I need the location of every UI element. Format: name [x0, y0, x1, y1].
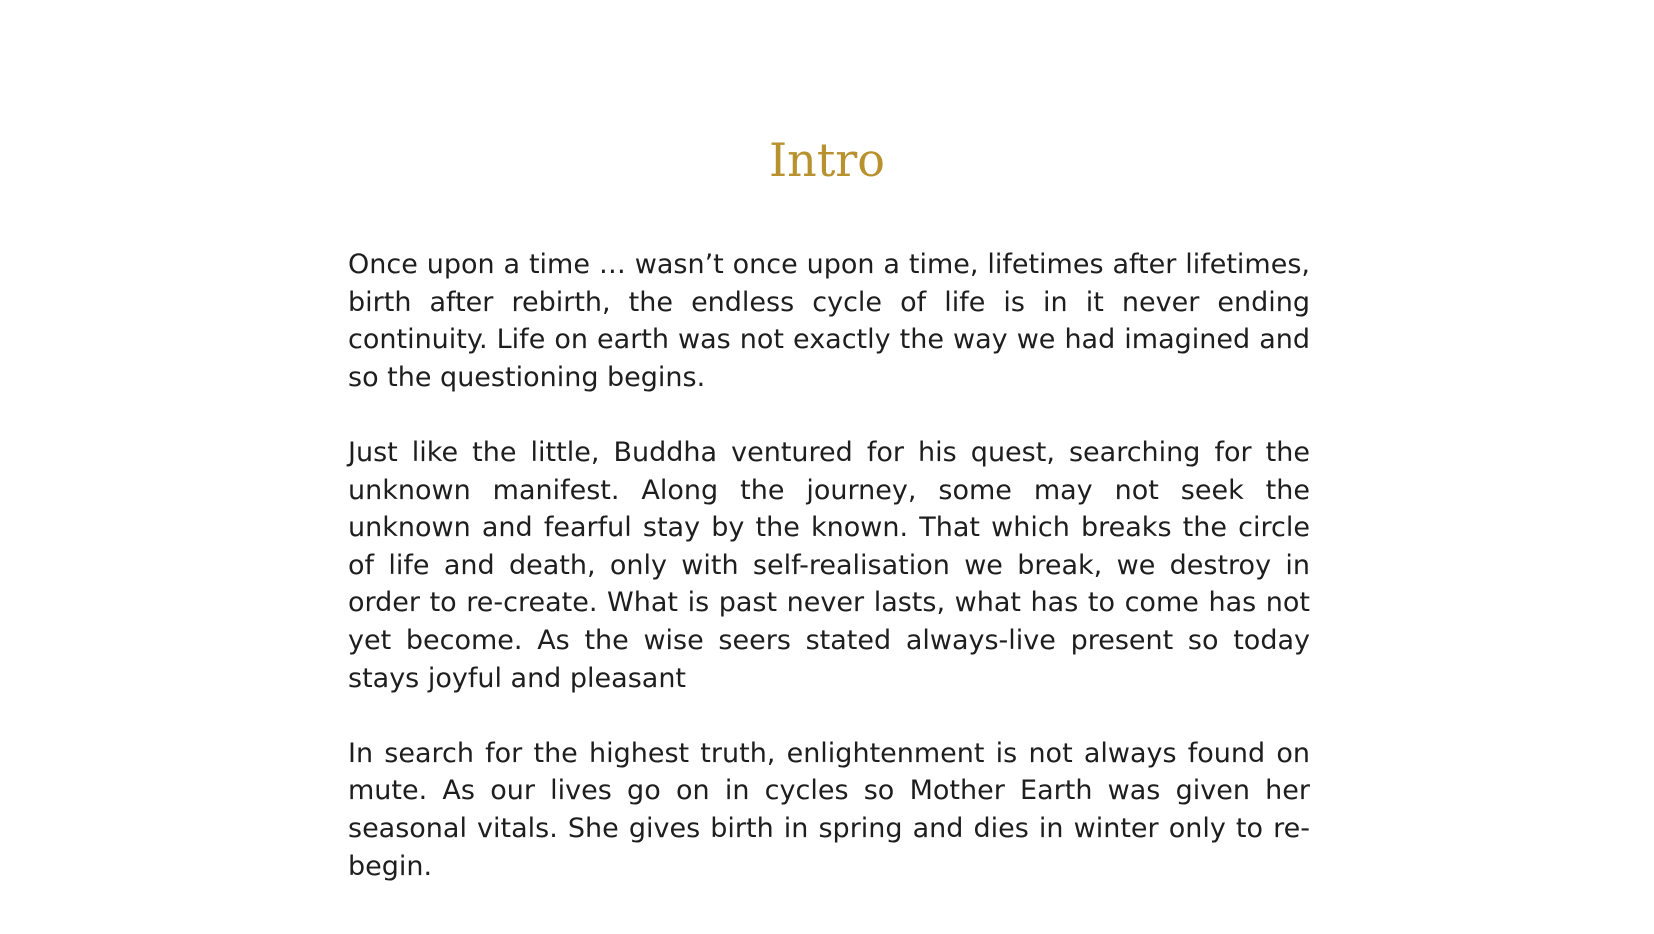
page-title: Intro [769, 133, 885, 187]
paragraph: Just like the little, Buddha ventured for his quest, searching for the unknown manifest. Along the journey, some may not seek the unknown and fearful stay by the known. That which breaks the circle of life and death, only with self-realisation we break, we destroy in order to re-create. What is past never lasts, what has to come has not yet become. As the wise seers stated always-live present so today stays joyful and pleasant [348, 436, 1310, 694]
paragraph: In search for the highest truth, enlightenment is not always found on mute. As our lives go on in cycles so Mother Earth was given her seasonal vitals. She gives birth in spring and dies in winter only to re-begin. [348, 737, 1310, 882]
paragraph: Once upon a time … wasn’t once upon a time, lifetimes after lifetimes, birth after rebirth, the endless cycle of life is in it never ending continuity. Life on earth was not exactly the way we had imagined and so the questioning begins. [348, 249, 1310, 393]
body-text [348, 246, 1310, 923]
